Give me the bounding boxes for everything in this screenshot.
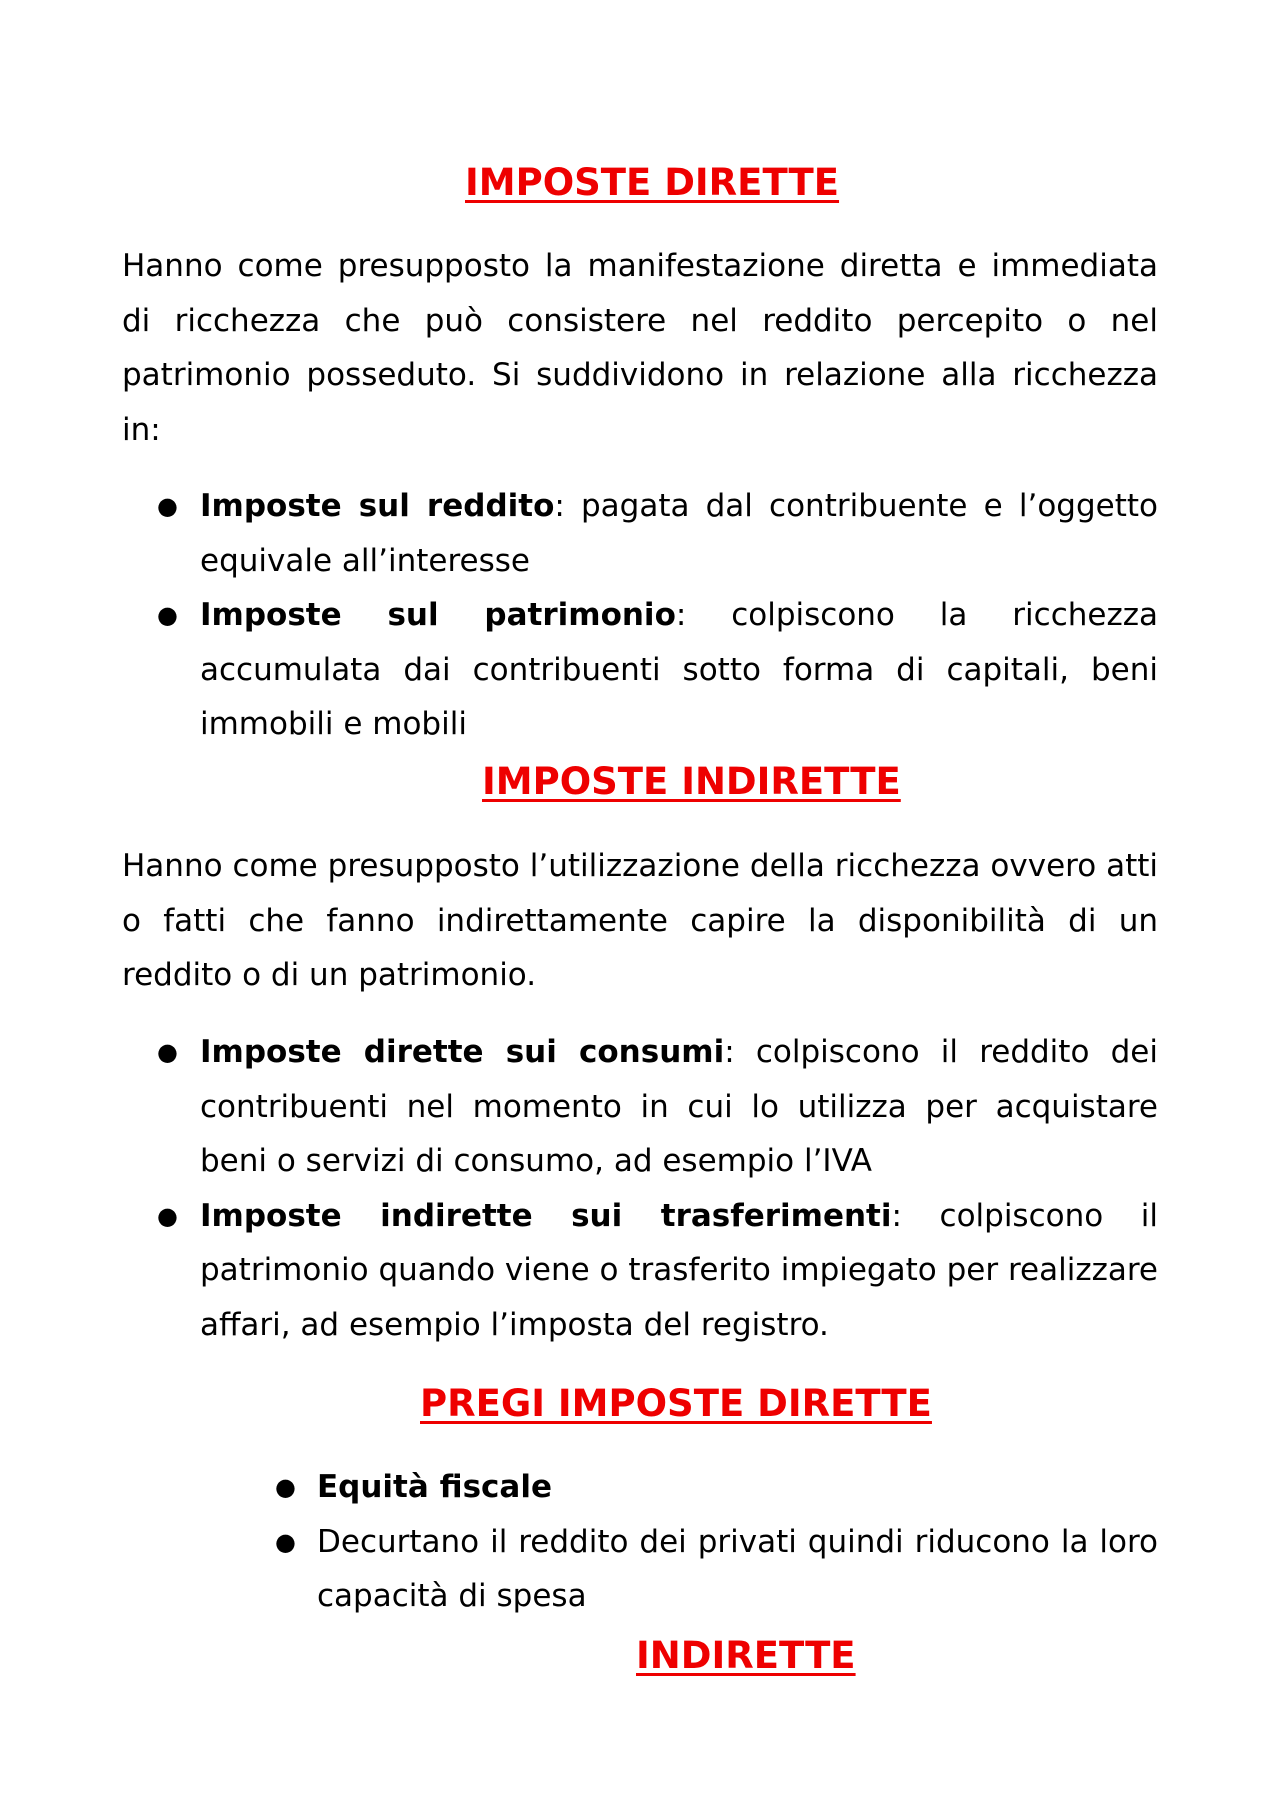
list-item-term: Imposte sul reddito [200,488,555,524]
list-pregi-imposte-dirette [275,1460,1158,1624]
list-item [275,1515,1158,1624]
list-item-text: : pagata dal contribuente e l’oggetto equivale all’interesse [200,488,1158,579]
list-item [157,588,1158,752]
list-item [157,1025,1158,1189]
list-item-term: Imposte indirette sui trasferimenti [200,1197,892,1234]
heading-imposte-indirette: IMPOSTE INDIRETTE [482,760,901,803]
list-imposte-dirette [157,479,1158,752]
bullet-icon: ● [157,1201,178,1230]
list-item [275,1460,1158,1515]
list-item-term: Imposte sul patrimonio [200,597,676,633]
bullet-icon: ● [275,1473,296,1501]
heading-pregi-imposte-dirette: PREGI IMPOSTE DIRETTE [420,1382,932,1425]
list-item-text: : colpiscono la ricchezza accumulata dai contribuenti sotto forma di capitali, beni immobili e mobili [200,597,1158,742]
list-item-text: Decurtano il reddito dei privati quindi riducono la loro capacità di spesa [317,1523,1158,1614]
bullet-icon: ● [275,1527,296,1556]
list-item-term: Imposte dirette sui consumi [200,1034,725,1070]
bullet-icon: ● [157,1038,178,1066]
list-item-term: Equità fiscale [317,1469,552,1505]
list-item [157,479,1158,588]
list-item-text: : colpiscono il reddito dei contribuenti nel momento in cui lo utilizza per acquistare beni o servizi di consumo, ad esempio l’IVA [200,1034,1158,1179]
list-imposte-indirette [157,1025,1159,1352]
paragraph-imposte-indirette: Hanno come presupposto l’utilizzazione della ricchezza ovvero atti o fatti che fanno indirettamente capire la disponibilità di un reddito o di un patrimonio. [122,848,1158,993]
bullet-icon: ● [157,601,178,629]
heading-pregi-indirette: INDIRETTE [636,1634,856,1677]
bullet-icon: ● [157,492,178,520]
heading-imposte-dirette: IMPOSTE DIRETTE [465,161,840,204]
paragraph-imposte-dirette: Hanno come presupposto la manifestazione diretta e immediata di ricchezza che può consistere nel reddito percepito o nel patrimonio posseduto. Si suddividono in relazione alla ricchezza in: [122,248,1158,448]
list-item-text: : colpiscono il patrimonio quando viene o trasferito impiegato per realizzare affari, ad esempio l’imposta del registro. [200,1197,1159,1343]
list-item [157,1189,1159,1353]
